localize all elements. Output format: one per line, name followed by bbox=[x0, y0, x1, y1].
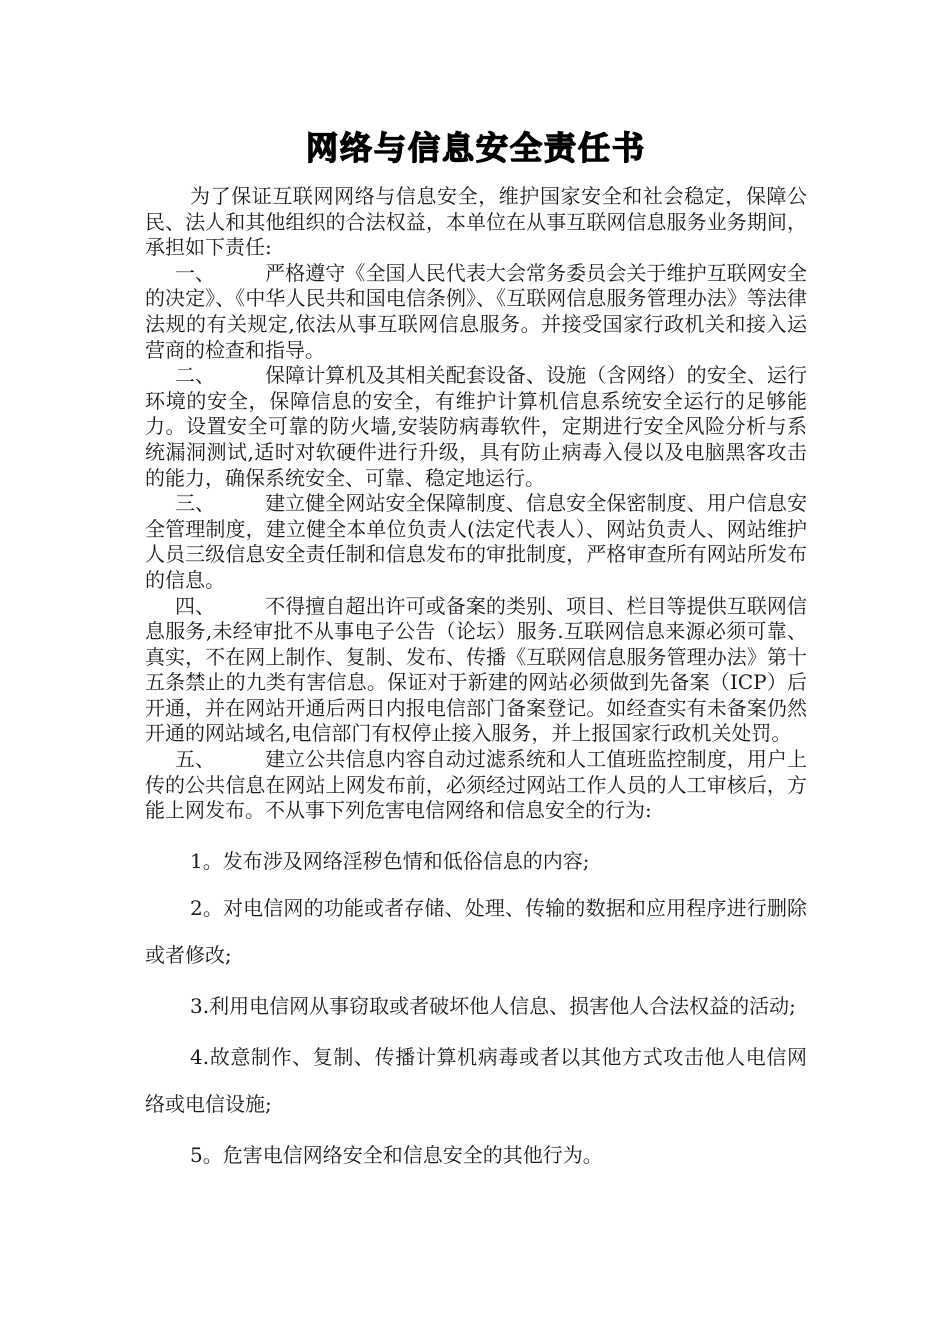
section-4 bbox=[145, 594, 807, 748]
document-page bbox=[145, 118, 807, 1179]
section-number: 二、 bbox=[175, 363, 215, 388]
section-text: 保障计算机及其相关配套设备、设施（含网络）的安全、运行环境的安全，保障信息的安全，有维护计算机信息系统安全运行的足够能力。设置安全可靠的防火墙,安装防病毒软件，定期进行安全风险分析与系统漏洞测试,适时对软硬件进行升级，具有防止病毒入侵以及电脑黑客攻击的能力，确保系统安全、可靠、稳定地运行。 bbox=[145, 363, 807, 490]
prohibited-acts-list bbox=[145, 838, 807, 1179]
document-title: 网络与信息安全责任书 bbox=[305, 129, 646, 167]
section-1 bbox=[145, 261, 807, 363]
section-number: 一、 bbox=[175, 260, 215, 285]
intro-paragraph: 为了保证互联网网络与信息安全，维护国家安全和社会稳定，保障公民、法人和其他组织的合法权益，本单位在从事互联网信息服务业务期间，承担如下责任: bbox=[145, 184, 807, 260]
section-5 bbox=[145, 747, 807, 824]
section-text: 不得擅自超出许可或备案的类别、项目、栏目等提供互联网信息服务,未经审批不从事电子公告（论坛）服务.互联网信息来源必须可靠、真实，不在网上制作、复制、发布、传播《互联网信息服务管理办法》第十五条禁止的九类有害信息。保证对于新建的网站必须做到先备案（ICP）后开通，并在网站开通后两日内报电信部门备案登记。如经查实有未备案仍然开通的网站域名,电信部门有权停止接入服务，并上报国家行政机关处罚。 bbox=[145, 593, 807, 746]
list-item: 2。对电信网的功能或者存储、处理、传输的数据和应用程序进行删除或者修改; bbox=[145, 895, 807, 967]
list-item: 3.利用电信网从事窃取或者破坏他人信息、损害他人合法权益的活动; bbox=[190, 993, 796, 1018]
section-2 bbox=[145, 363, 807, 491]
list-item: 4.故意制作、复制、传播计算机病毒或者以其他方式攻击他人电信网络或电信设施; bbox=[145, 1044, 807, 1116]
section-text: 建立健全网站安全保障制度、信息安全保密制度、用户信息安全管理制度，建立健全本单位负责人(法定代表人）、网站负责人、网站维护人员三级信息安全责任制和信息发布的审批制度，严格审查所有网站所发布的信息。 bbox=[145, 491, 807, 592]
list-item: 1。发布涉及网络淫秽色情和低俗信息的内容; bbox=[190, 848, 590, 873]
section-text: 建立公共信息内容自动过滤系统和人工值班监控制度，用户上传的公共信息在网站上网发布前，必须经过网站工作人员的人工审核后，方能上网发布。不从事下列危害电信网络和信息安全的行为: bbox=[145, 747, 807, 823]
list-item: 5。危害电信网络安全和信息安全的其他行为。 bbox=[190, 1142, 603, 1167]
section-3 bbox=[145, 491, 807, 593]
section-number: 五、 bbox=[175, 747, 215, 772]
section-number: 四、 bbox=[175, 593, 215, 618]
section-number: 三、 bbox=[175, 491, 215, 516]
section-text: 严格遵守《全国人民代表大会常务委员会关于维护互联网安全的决定》、《中华人民共和国电信条例》、《互联网信息服务管理办法》等法律法规的有关规定,依法从事互联网信息服务。并接受国家行政机关和接入运营商的检查和指导。 bbox=[145, 260, 807, 362]
